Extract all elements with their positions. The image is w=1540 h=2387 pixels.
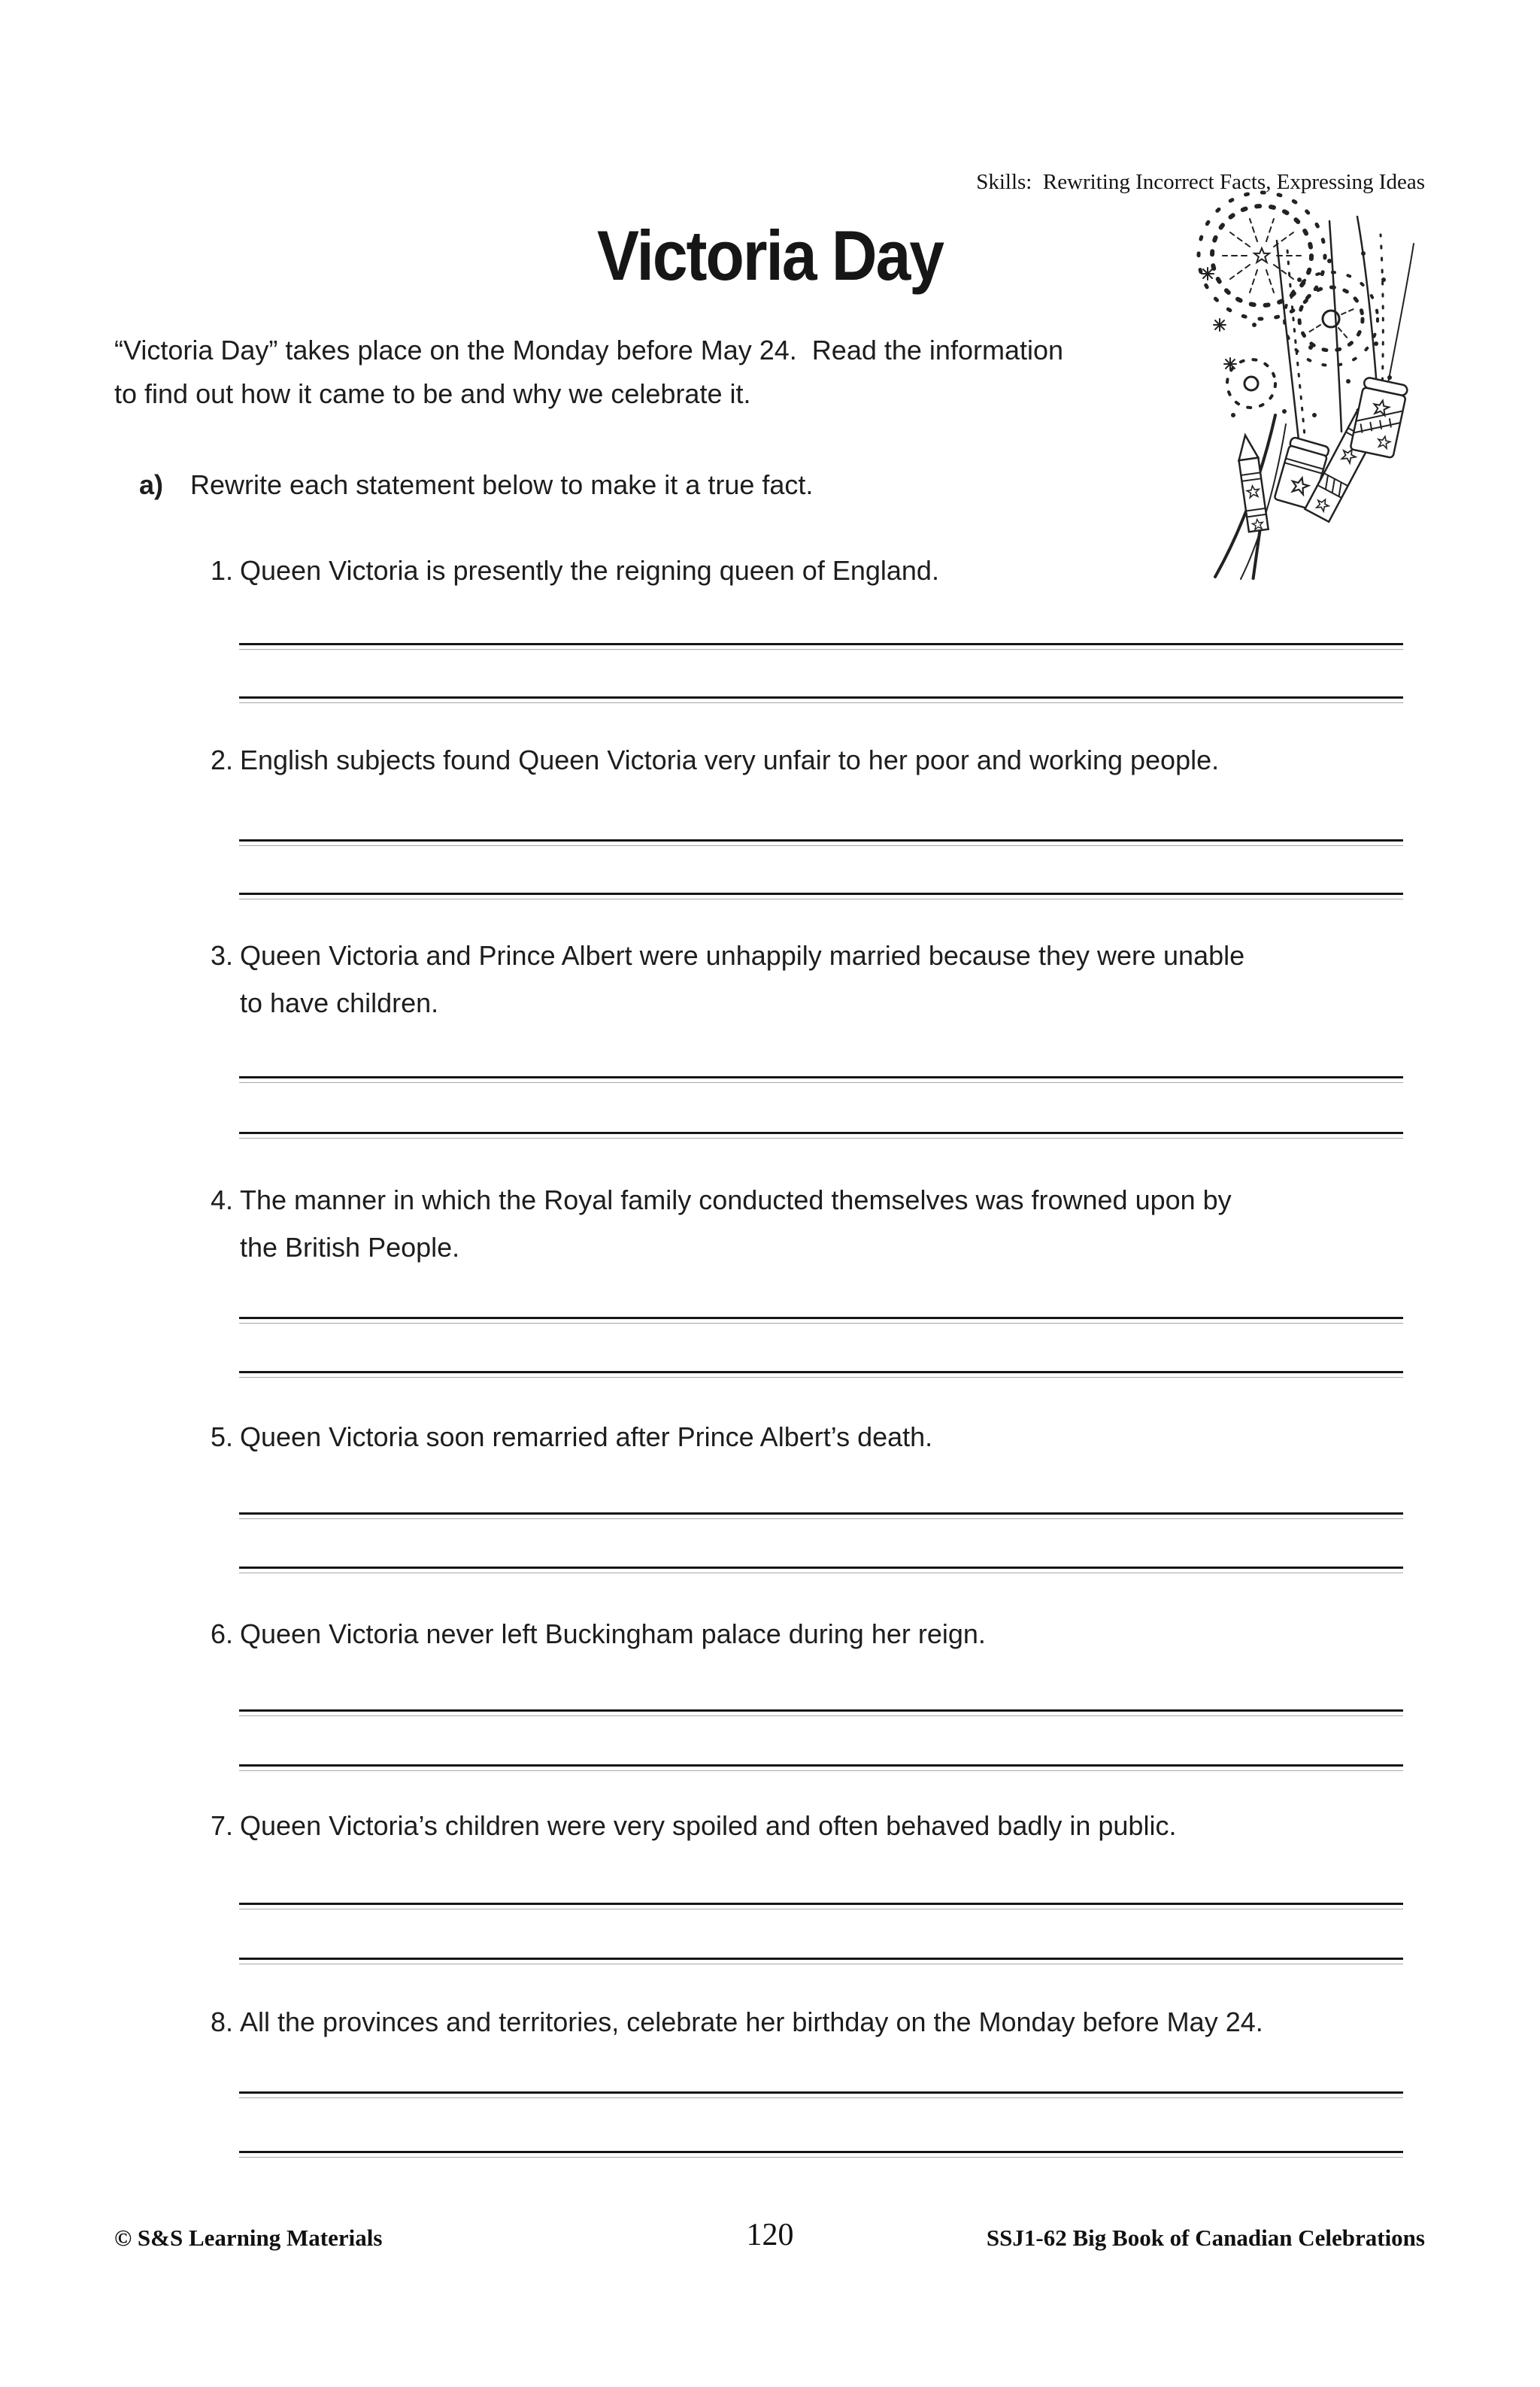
answer-line	[239, 893, 1403, 899]
page-title: Victoria Day	[596, 216, 944, 296]
fireworks-illustration	[1187, 190, 1540, 581]
answer-line	[239, 1903, 1403, 1909]
answer-line	[239, 696, 1403, 703]
statement-text: Queen Victoria never left Buckingham palace during her reign.	[240, 1618, 986, 1649]
statement-text: All the provinces and territories, celebrate her birthday on the Monday before May 24.	[240, 2006, 1263, 2037]
statement-item	[211, 932, 1244, 1027]
big-burst-icon	[1199, 193, 1325, 319]
statement-item	[211, 1802, 1176, 1849]
item-number: 4.	[211, 1184, 234, 1215]
answer-line	[239, 643, 1403, 650]
answer-line	[239, 1132, 1403, 1139]
answer-line	[239, 1317, 1403, 1324]
firecracker-icon	[1350, 377, 1408, 458]
section-a-instruction: Rewrite each statement below to make it a true fact.	[190, 469, 814, 500]
item-number: 6.	[211, 1618, 234, 1649]
answer-line	[239, 2151, 1403, 2158]
statement-text: The manner in which the Royal family conducted themselves was frowned upon by	[240, 1184, 1232, 1215]
section-a-label: a)	[139, 469, 164, 500]
answer-line	[239, 1512, 1403, 1519]
statement-text: to have children.	[240, 987, 439, 1018]
footer-copyright: © S&S Learning Materials	[114, 2225, 383, 2251]
footer-page-number: 120	[746, 2218, 794, 2252]
statement-item	[211, 736, 1219, 784]
item-number: 1.	[211, 555, 234, 586]
statement-text: the British People.	[240, 1232, 460, 1263]
answer-line	[239, 1764, 1403, 1771]
answer-line	[239, 1076, 1403, 1083]
medium-burst-icon	[1284, 272, 1378, 365]
statement-item	[211, 1413, 932, 1460]
intro-paragraph	[114, 329, 1063, 416]
item-number: 2.	[211, 745, 234, 775]
statement-item	[211, 547, 939, 594]
statement-item	[211, 1176, 1232, 1271]
intro-line: to find out how it came to be and why we celebrate it.	[114, 378, 751, 409]
footer-book-title: SSJ1-62 Big Book of Canadian Celebrations	[986, 2225, 1425, 2251]
intro-line: “Victoria Day” takes place on the Monday before May 24. Read the information	[114, 335, 1064, 365]
answer-line	[239, 839, 1403, 846]
answer-line	[239, 1567, 1403, 1573]
answer-line	[239, 1371, 1403, 1378]
answer-line	[239, 2091, 1403, 2098]
item-number: 5.	[211, 1421, 234, 1452]
statement-item	[211, 1610, 986, 1658]
answer-line	[239, 1709, 1403, 1716]
item-number: 8.	[211, 2006, 234, 2037]
small-burst-icon	[1227, 359, 1275, 408]
item-number: 7.	[211, 1810, 234, 1841]
statement-text: Queen Victoria’s children were very spoiled and often behaved badly in public.	[240, 1810, 1177, 1841]
statement-text: Queen Victoria soon remarried after Prince Albert’s death.	[240, 1421, 933, 1452]
statement-text: Queen Victoria and Prince Albert were unhappily married because they were unable	[240, 940, 1245, 971]
skills-line: Skills: Rewriting Incorrect Facts, Expressing Ideas	[976, 170, 1425, 194]
item-number: 3.	[211, 940, 234, 971]
answer-line	[239, 1958, 1403, 1964]
statement-text: Queen Victoria is presently the reigning queen of England.	[240, 555, 939, 586]
statement-item	[211, 1998, 1263, 2046]
statement-text: English subjects found Queen Victoria very unfair to her poor and working people.	[240, 745, 1220, 775]
section-a	[139, 469, 813, 501]
